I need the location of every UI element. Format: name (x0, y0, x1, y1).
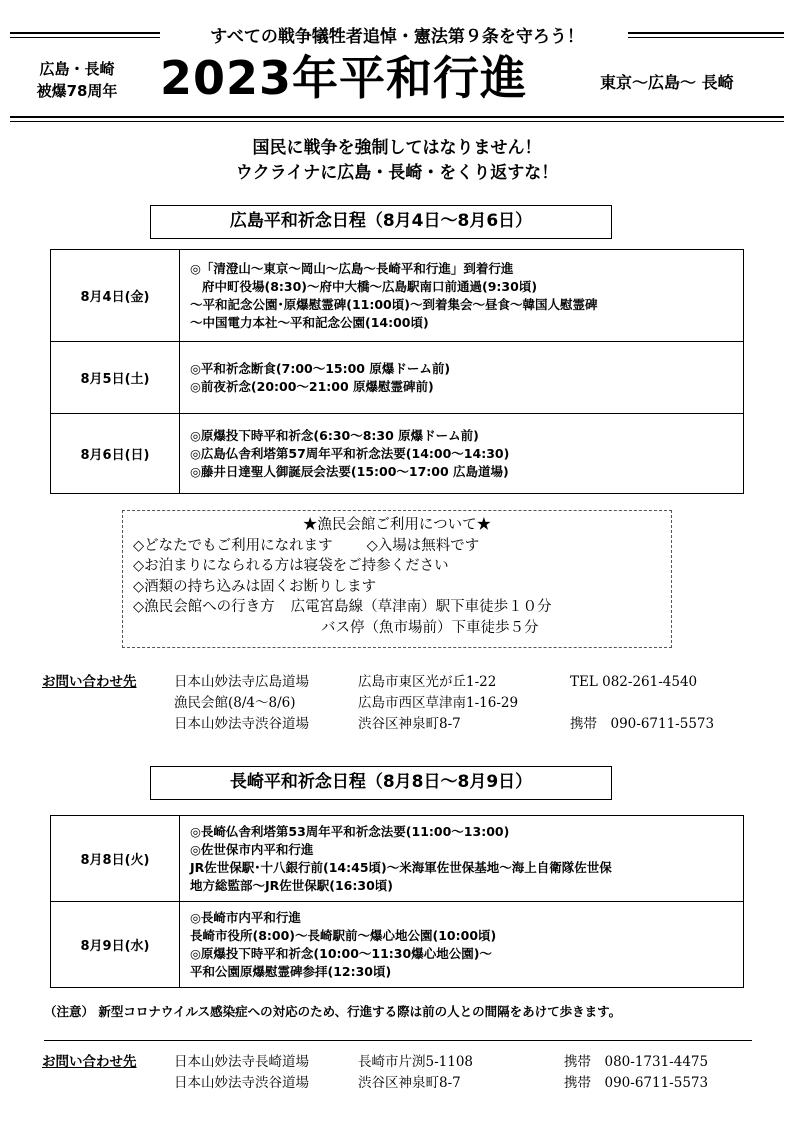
nagasaki-section-title: 長崎平和祈念日程（8月8日～8月9日） (150, 766, 612, 800)
notice-line: ◇酒類の持ち込みは固くお断りします (133, 578, 377, 595)
schedule-line: ◎長崎市内平和行進 (190, 909, 301, 925)
route-label: 東京～広島～ 長崎 (600, 73, 734, 92)
contact-name: 日本山妙法寺長崎道場 (174, 1054, 309, 1070)
header-rule-bottom-thin (10, 121, 784, 122)
notice-line: バス停（魚市場前）下車徒歩５分 (321, 619, 539, 636)
schedule-detail (180, 414, 744, 494)
anniversary-line1: 広島・長崎 (39, 60, 115, 78)
notice-line (133, 597, 661, 618)
nagasaki-schedule-table (50, 815, 744, 988)
anniversary-label (22, 58, 132, 102)
notice-heading: ★漁民会館ご利用について★ (302, 517, 492, 533)
contact-address: 広島市東区光が丘1-22 (358, 674, 497, 690)
table-row (51, 250, 744, 342)
schedule-date: 8月9日(水) (51, 902, 180, 988)
hiroshima-schedule-table (50, 249, 744, 494)
slogan: すべての戦争犠牲者追悼・憲法第９条を守ろう！ (210, 27, 584, 47)
appeal-line2: ウクライナに広島・長崎・をくり返すな！ (235, 163, 559, 183)
notice-item: ◇漁民会館への行き方 (133, 599, 275, 615)
schedule-date: 8月5日(土) (51, 342, 180, 414)
schedule-line: JR佐世保駅･十八銀行前(14:45頃)～米海軍佐世保基地～海上自衛隊佐世保 (190, 859, 612, 875)
notice-item: 広電宮島線（草津南）駅下車徒歩１０分 (290, 599, 552, 615)
contact-name: 日本山妙法寺渋谷道場 (174, 1075, 309, 1091)
notice-item: ◇入場は無料です (366, 537, 480, 554)
contact-phone: 携帯 090-6711-5573 (570, 716, 715, 732)
table-row (51, 816, 744, 902)
contact-address: 渋谷区神泉町8-7 (358, 1075, 461, 1091)
footer-divider (44, 1040, 752, 1041)
schedule-detail (180, 902, 744, 988)
hiroshima-section-title: 広島平和祈念日程（8月4日～8月6日） (150, 205, 612, 239)
fishermen-hall-notice (122, 510, 672, 648)
schedule-line: ◎広島仏舎利塔第57周年平和祈念法要(14:00～14:30) (190, 445, 510, 461)
contact-name: 漁民会館(8/4～8/6) (174, 695, 296, 711)
notice-line (133, 536, 661, 557)
schedule-line: ◎前夜祈念(20:00～21:00 原爆慰霊碑前) (190, 378, 434, 394)
contact-address: 長崎市片渕5-1108 (358, 1054, 474, 1070)
schedule-date: 8月8日(火) (51, 816, 180, 902)
anniversary-line2: 被爆78周年 (36, 82, 118, 100)
schedule-date: 8月4日(金) (51, 250, 180, 342)
schedule-detail (180, 342, 744, 414)
appeal-line1: 国民に戦争を強制してはなりません！ (252, 138, 542, 158)
contact-name: 日本山妙法寺渋谷道場 (174, 716, 309, 732)
schedule-line: 平和公園原爆慰霊碑参拝(12:30頃) (190, 963, 392, 979)
contact-phone: 携帯 080-1731-4475 (564, 1054, 709, 1070)
schedule-line: ◎佐世保市内平和行進 (190, 841, 314, 857)
schedule-line: ◎長崎仏舎利塔第53周年平和祈念法要(11:00～13:00) (190, 823, 510, 839)
schedule-line: 地方総監部～JR佐世保駅(16:30頃) (190, 877, 393, 893)
contact-address: 渋谷区神泉町8-7 (358, 716, 461, 732)
contact-address: 広島市西区草津南1-16-29 (358, 695, 519, 711)
schedule-line: ～平和記念公園･原爆慰霊碑(11:00頃)～到着集会～昼食～韓国人慰霊碑 (190, 296, 598, 312)
schedule-date: 8月6日(日) (51, 414, 180, 494)
schedule-detail (180, 816, 744, 902)
covid-caution: （注意） 新型コロナウイルス感染症への対応のため、行進する際は前の人との間隔をあけて歩きます。 (44, 1004, 622, 1019)
notice-line: ◇お泊まりになられる方は寝袋をご持参ください (133, 558, 449, 574)
schedule-line: ◎平和祈念断食(7:00～15:00 原爆ドーム前) (190, 360, 451, 376)
schedule-line: ◎原爆投下時平和祈念(6:30～8:30 原爆ドーム前) (190, 427, 479, 443)
contact-phone: 携帯 090-6711-5573 (564, 1075, 709, 1091)
contact-phone: TEL 082-261-4540 (570, 674, 698, 690)
contact-label: お問い合わせ先 (42, 674, 137, 690)
header-rule-bottom (10, 116, 784, 118)
schedule-line: ◎原爆投下時平和祈念(10:00～11:30爆心地公園)～ (190, 945, 492, 961)
schedule-line: ◎「清澄山～東京～岡山～広島～長崎平和行進」到着行進 (190, 260, 514, 276)
table-row (51, 902, 744, 988)
notice-item: ◇どなたでもご利用になれます (133, 537, 333, 554)
contact-label: お問い合わせ先 (42, 1054, 137, 1070)
schedule-line: 長崎市役所(8:00)～長崎駅前～爆心地公園(10:00頃) (190, 927, 497, 943)
contact-name: 日本山妙法寺広島道場 (174, 674, 309, 690)
table-row (51, 342, 744, 414)
schedule-detail (180, 250, 744, 342)
schedule-line: ◎藤井日達聖人御誕辰会法要(15:00～17:00 広島道場) (190, 463, 509, 479)
schedule-line: ～中国電力本社～平和記念公園(14:00頃) (190, 314, 429, 330)
schedule-line: 府中町役場(8:30)～府中大橋～広島駅南口前通過(9:30頃) (202, 278, 538, 294)
table-row (51, 414, 744, 494)
page-title: 2023年平和行進 (160, 51, 528, 105)
